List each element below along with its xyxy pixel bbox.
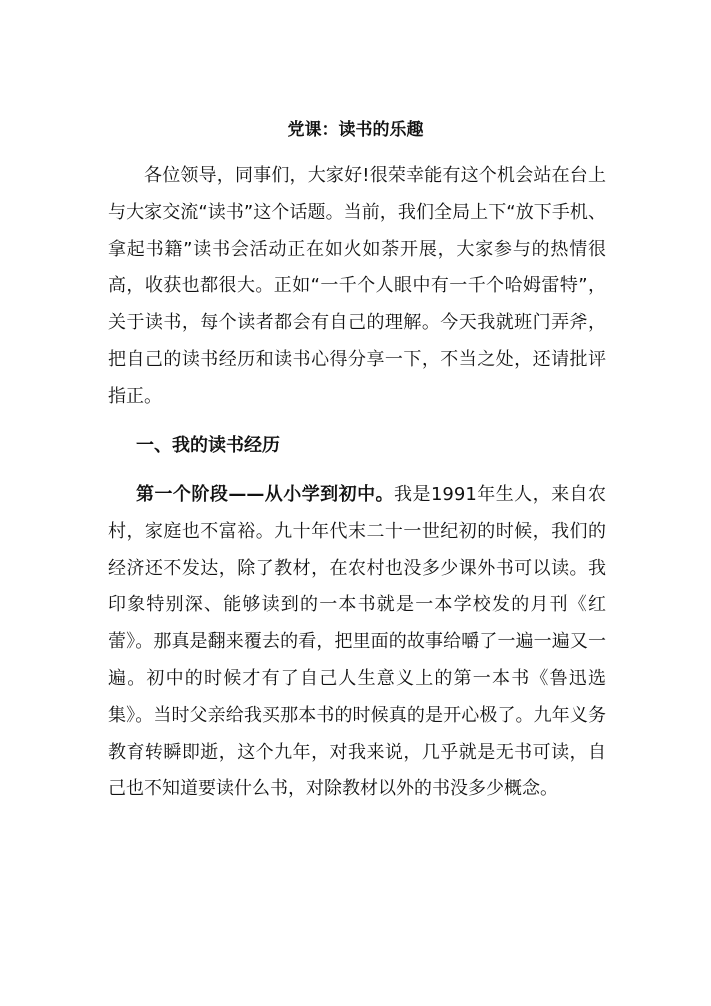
stage-one-paragraph	[108, 477, 606, 808]
stage-one-lead: 第一个阶段——从小学到初中。	[136, 484, 395, 505]
intro-paragraph: 各位领导，同事们，大家好!很荣幸能有这个机会站在台上与大家交流“读书”这个话题。当前，我们全局上下“放下手机、拿起书籍”读书会活动正在如火如荼开展，大家参与的热情很高，收获也都很大。正如“一千个人眼中有一千个哈姆雷特”，关于读书，每个读者都会有自己的理解。今天我就班门弄斧，把自己的读书经历和读书心得分享一下，不当之处，还请批评指正。	[108, 165, 606, 407]
section-heading: 一、我的读书经历	[136, 435, 280, 456]
document-title: 党课：读书的乐趣	[287, 120, 424, 140]
stage-one-body: 我是1991年生人，来自农村，家庭也不富裕。九十年代末二十一世纪初的时候，我们的经济还不发达，除了教材，在农村也没多少课外书可以读。我印象特别深、能够读到的一本书就是一本学校发的月刊《红蕾》。那真是翻来覆去的看，把里面的故事给嚼了一遍一遍又一遍。初中的时候才有了自己人生意义上的第一本书《鲁迅选集》。当时父亲给我买那本书的时候真的是开心极了。九年义务教育转瞬即逝，这个九年，对我来说，几乎就是无书可读，自己也不知道要读什么书，对除教材以外的书没多少概念。	[108, 484, 607, 800]
